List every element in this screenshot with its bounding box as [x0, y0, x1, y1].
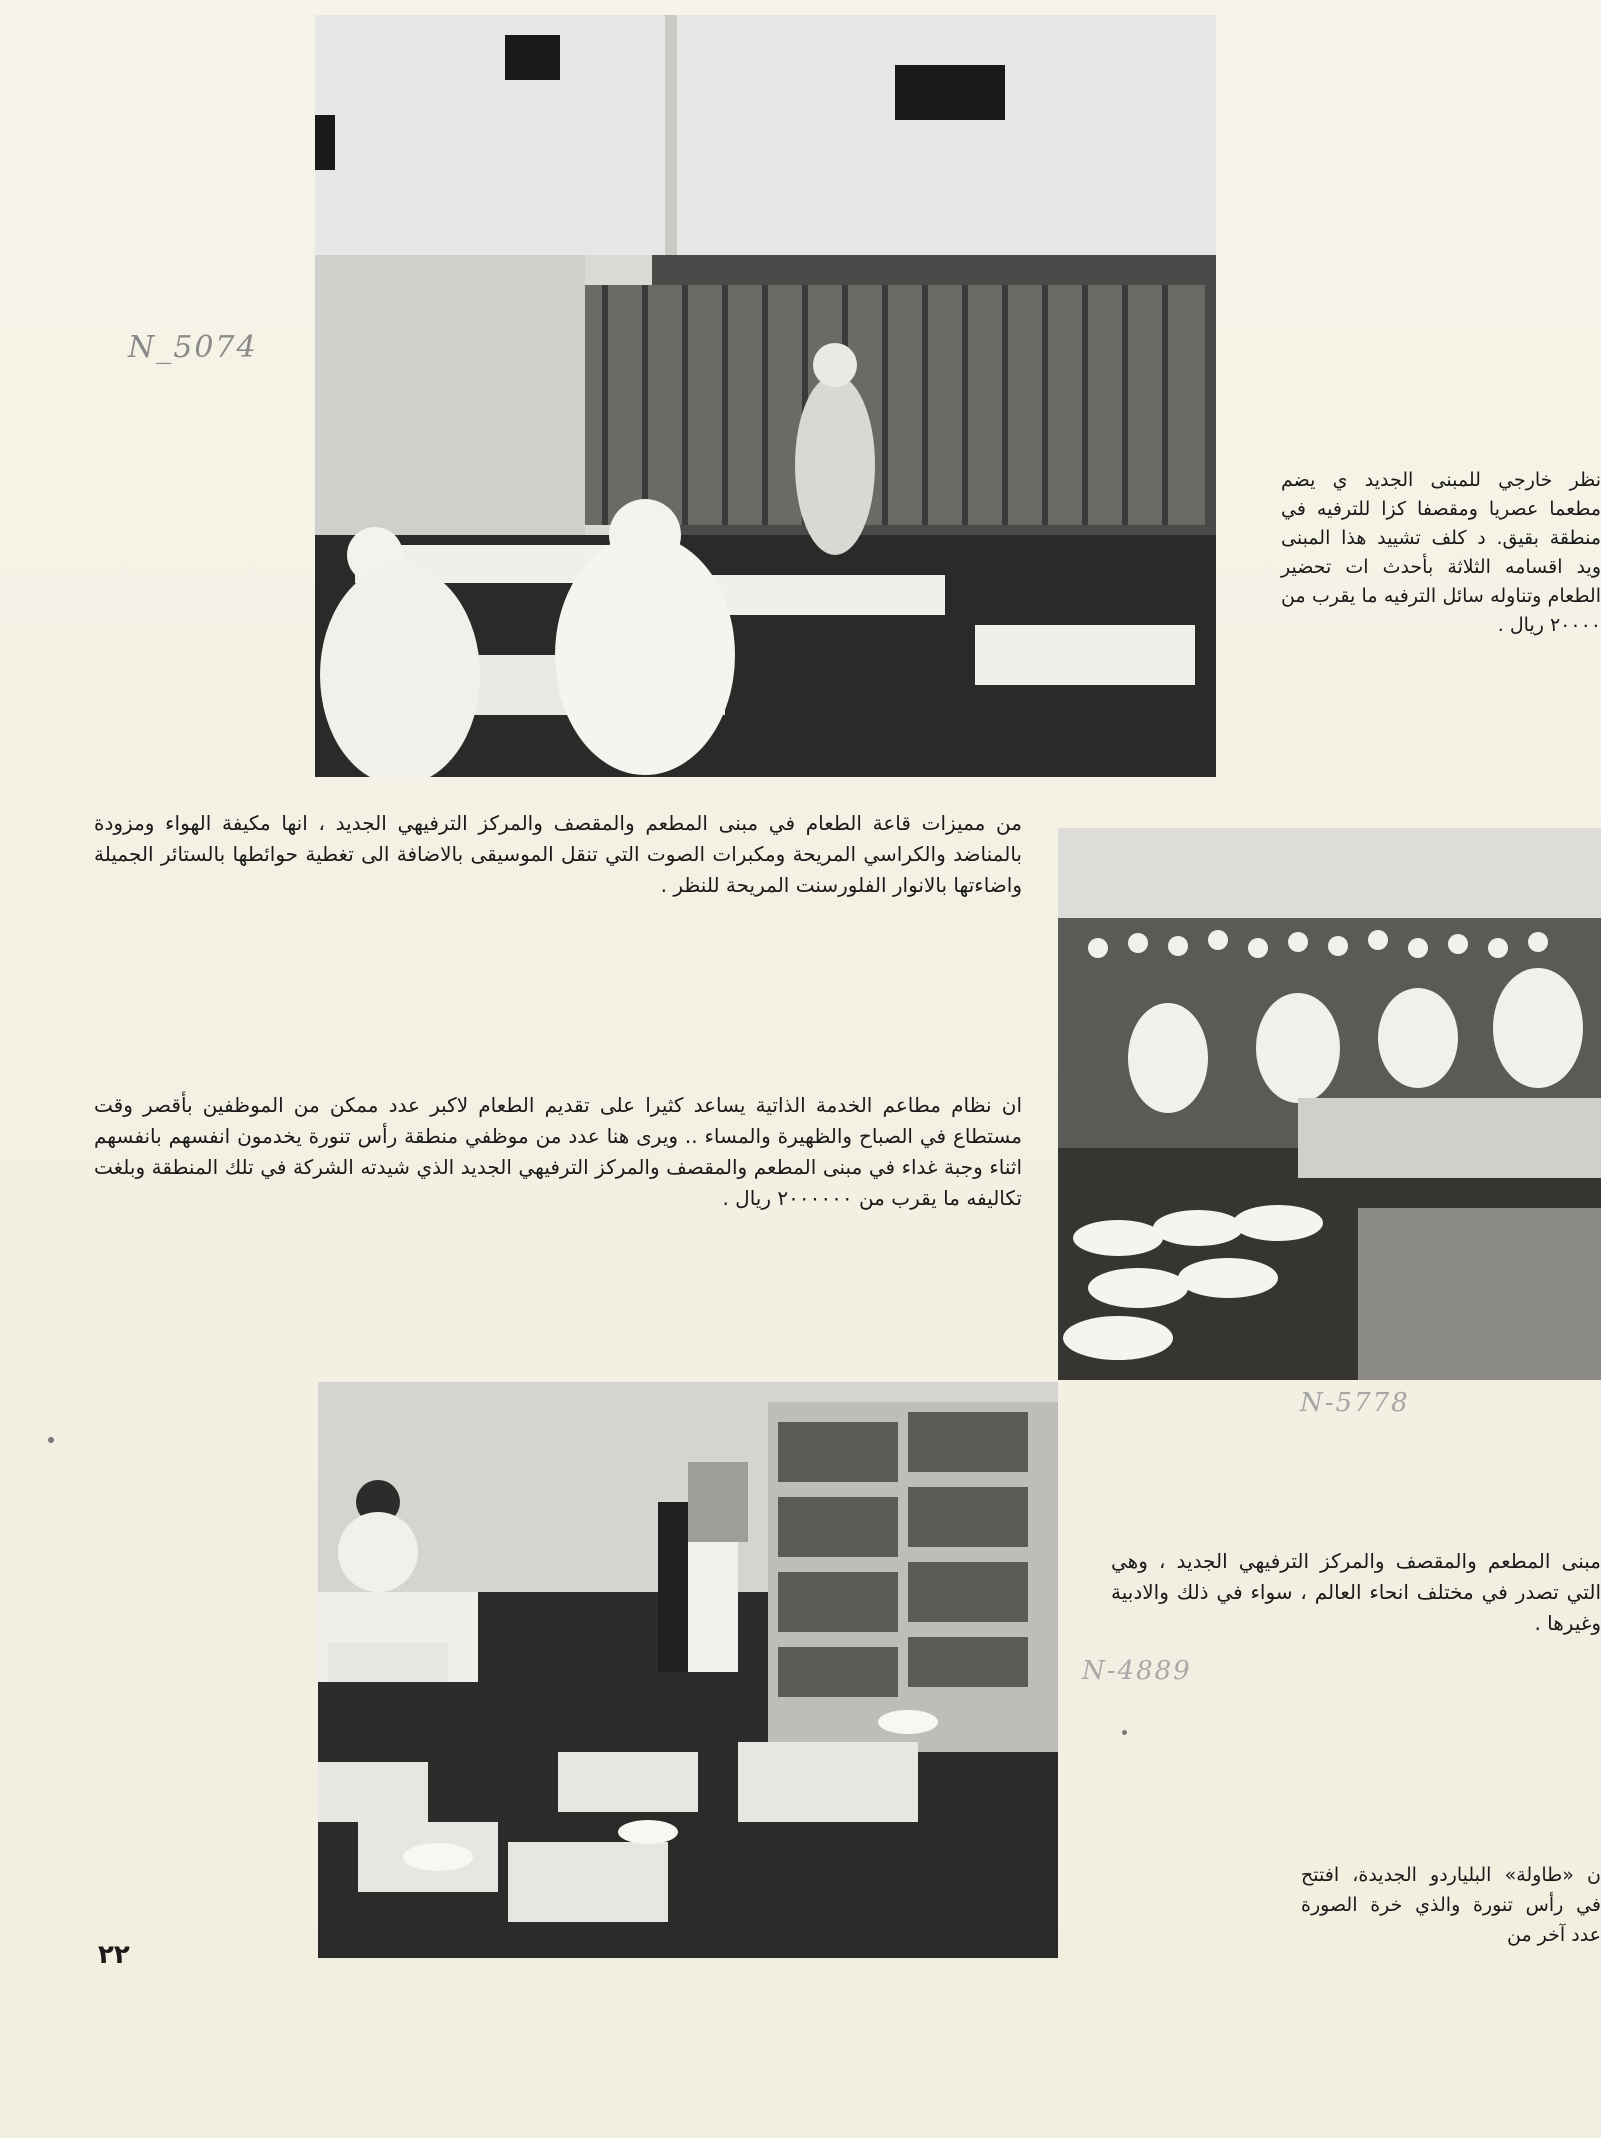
margin-dot-2: [1122, 1730, 1127, 1735]
dining-hall-image: [315, 15, 1216, 777]
caption-dining-hall: من مميزات قاعة الطعام في مبنى المطعم والمقصف والمركز الترفيهي الجديد ، انها مكيفة الهواء ومزودة بالمناضد والكراسي المريحة ومكبرات الصوت التي تنقل الموسيقى بالاضافة الى تغطية حوائطها بالستائر الجميلة واضاءتها بالانوار الفلورسنت المريحة للنظر .: [94, 811, 1022, 897]
page-number: ٢٢: [98, 1940, 130, 1970]
caption-library: مبنى المطعم والمقصف والمركز الترفيهي الجديد ، وهي التي تصدر في مختلف انحاء العالم ، سواء في ذلك والادبية وغيرها .: [1111, 1549, 1601, 1635]
self-service-image: [1058, 828, 1601, 1380]
archive-ref-3: N-4889: [1082, 1656, 1192, 1686]
margin-dot-1: [48, 1437, 54, 1443]
caption-exterior: نظر خارجي للمبنى الجديد ي يضم مطعما عصريا ومقصفا كزا للترفيه في منطقة بقيق. د كلف تشييد هذا المبنى ويد اقسامه الثلاثة بأحدث ات تحضير الطعام وتناوله سائل الترفيه ما يقرب من ٢٠٠٠٠ ريال .: [1281, 469, 1601, 636]
caption-billiards: ن «طاولة» البلياردو الجديدة، افتتح في رأس تنورة والذي خرة الصورة عدد آخر من: [1301, 1864, 1601, 1946]
caption-self-service: ان نظام مطاعم الخدمة الذاتية يساعد كثيرا على تقديم الطعام لاكبر عدد ممكن من الموظفين بأقصر وقت مستطاع في الصباح والظهيرة والمساء .. ويرى هنا عدد من موظفي منطقة رأس تنورة يخدمون انفسهم بانفسهم اثناء وجبة غداء في مبنى المطعم والمقصف والمركز الترفيهي الجديد الذي شيدته الشركة في تلك المنطقة وبلغت تكاليفه ما يقرب من ٢٠٠٠٠٠٠ ريال .: [94, 1093, 1022, 1210]
reading-room-image: [318, 1382, 1058, 1958]
photo-reading-room: [318, 1382, 1058, 1958]
photo-self-service: [1058, 828, 1601, 1380]
archive-ref-2: N-5778: [1300, 1388, 1410, 1418]
photo-dining-hall: [315, 15, 1216, 777]
archive-ref-1: N_5074: [128, 330, 258, 365]
